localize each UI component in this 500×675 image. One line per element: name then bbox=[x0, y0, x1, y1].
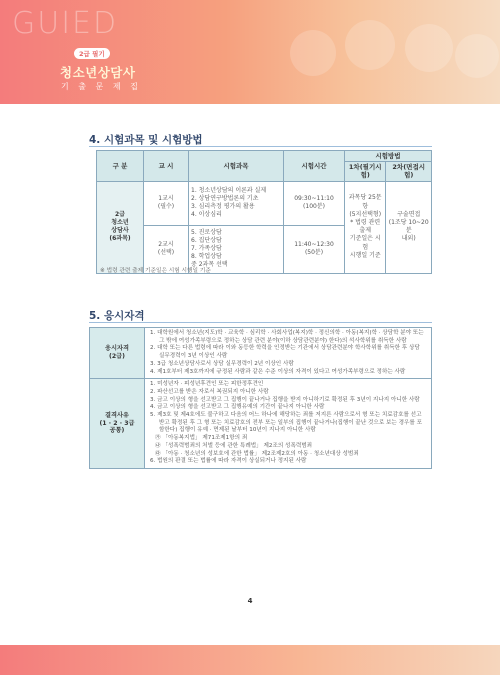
disqualification-item: 6. 법원의 판결 또는 법률에 따라 자격이 상실되거나 정지된 사람 bbox=[150, 458, 307, 465]
disqualification-content bbox=[145, 379, 432, 469]
first-exam-method-cell: 과목당 25문항 (5지선택형) * 법령 관련 출제 기준일은 시험 시행일 기준 bbox=[345, 181, 386, 273]
time-1-cell: 09:30~11:10 (100분) bbox=[284, 181, 345, 225]
col-time-header: 시험시간 bbox=[284, 151, 345, 182]
qualification-item: 4. 제1호부터 제3호까지에 규정된 사람과 같은 수준 이상의 자격이 있다고 여성가족부령으로 정하는 사람 bbox=[150, 368, 406, 375]
decorative-photo-figure bbox=[405, 24, 453, 72]
exam-method-table bbox=[96, 150, 432, 274]
section-4-title: 4. 시험과목 및 시험방법 bbox=[89, 134, 203, 146]
section-5-divider bbox=[89, 322, 432, 323]
decorative-photo-figure bbox=[290, 30, 336, 76]
subjects-1-cell: 1. 청소년상담의 이론과 실제 2. 상담연구방법론의 기초 3. 심리측정 평가의 활용 4. 이상심리 bbox=[189, 181, 284, 225]
footer-band bbox=[0, 645, 500, 675]
disqualification-item: 1. 미성년자 · 피성년후견인 또는 피한정후견인 bbox=[150, 381, 264, 388]
header-banner bbox=[0, 0, 500, 104]
subjects-2-cell: 5. 진로상담 6. 집단상담 7. 가족상담 8. 학업상담 중 2과목 선택 bbox=[189, 225, 284, 273]
col-subject-header: 시험과목 bbox=[189, 151, 284, 182]
period-2-cell: 2교시 (선택) bbox=[144, 225, 189, 273]
qualification-item: 3. 3급 청소년상담사로서 상담 실무경력이 2년 이상인 사람 bbox=[150, 360, 294, 367]
disqualification-subitem: ㉰ 「아동 · 청소년의 성보호에 관한 법률」 제2조제2호의 아동 · 청소년대상 성범죄 bbox=[155, 450, 359, 457]
period-1-cell: 1교시 (필수) bbox=[144, 181, 189, 225]
header-watermark: GUIED bbox=[12, 6, 119, 41]
level-badge: 2급 필기 bbox=[74, 48, 110, 59]
disqualification-item: 4. 금고 이상의 형을 선고받고 그 집행유예의 기간이 끝나지 아니한 사람 bbox=[150, 404, 325, 411]
disqualification-label: 결격사유 (1 · 2 · 3급 공통) bbox=[90, 379, 145, 469]
disqualification-subitem: ㉮ 「아동복지법」 제71조제1항의 죄 bbox=[155, 435, 248, 442]
grade-cell: 2급 청소년 상담사 (6과목) bbox=[97, 181, 144, 273]
table-footnote: ※ 법령 관련 출제 기준일은 시험 시행일 기준 bbox=[100, 268, 211, 274]
qualification-content bbox=[145, 328, 432, 379]
page-number: 4 bbox=[247, 597, 253, 605]
decorative-photo-figure bbox=[455, 34, 499, 78]
disqualification-item: 5. 제3호 및 제4호에도 불구하고 다음의 어느 하나에 해당하는 죄를 저지른 사람으로서 형 또는 치료감호를 선고받고 확정된 후 그 형 또는 치료감호의 전부 또는 일부의 집행이 끝나거나(집행이 끝난 것으로 보는 경우를 포함한다) 집행이 유예 · 면제된 날부터 10년이 지나지 아니한 사람 bbox=[150, 412, 422, 434]
col-method-header: 시험방법 bbox=[345, 151, 432, 162]
book-title: 청소년상담사 bbox=[60, 65, 136, 80]
qualification-label: 응시자격 (2급) bbox=[90, 328, 145, 379]
time-2-cell: 11:40~12:30 (50분) bbox=[284, 225, 345, 273]
disqualification-item: 3. 금고 이상의 형을 선고받고 그 집행이 끝나거나 집행을 받지 아니하기로 확정된 후 3년이 지나지 아니한 사람 bbox=[150, 396, 420, 403]
qualification-item: 1. 대학원에서 청소년(지도)학 · 교육학 · 심리학 · 사회사업(복지)학 · 정신의학 · 아동(복지)학 · 상담학 분야 또는 그 밖에 여성가족부령으로 정하는 상담 관련 분야(이하 상담관련분야) 한다)의 석사학위를 취득한 사람 bbox=[150, 330, 424, 344]
decorative-photo-figure bbox=[345, 20, 395, 70]
disqualification-subitem: ㉯ 「성폭력범죄의 처벌 등에 관한 특례법」 제2조의 성폭력범죄 bbox=[155, 442, 313, 449]
disqualification-item: 2. 파산선고를 받은 자로서 복권되지 아니한 사람 bbox=[150, 388, 269, 395]
section-5-title: 5. 응시자격 bbox=[89, 310, 145, 322]
qualification-item: 2. 대학 또는 다른 법령에 따라 이와 동등한 학력을 인정받는 기관에서 상담관련분야 학사학위를 취득한 후 상담 실무경력이 3년 이상인 사람 bbox=[150, 345, 420, 360]
book-subtitle: 기 출 문 제 집 bbox=[61, 82, 142, 91]
col-division-header: 구 분 bbox=[97, 151, 144, 182]
section-4-divider bbox=[89, 146, 432, 147]
col-second-exam-header: 2차(면접시험) bbox=[386, 162, 432, 181]
second-exam-method-cell: 구술면접 (1조당 10~20분 내외) bbox=[386, 181, 432, 273]
qualification-table bbox=[89, 327, 432, 469]
col-period-header: 교 시 bbox=[144, 151, 189, 182]
col-first-exam-header: 1차(필기시험) bbox=[345, 162, 386, 181]
